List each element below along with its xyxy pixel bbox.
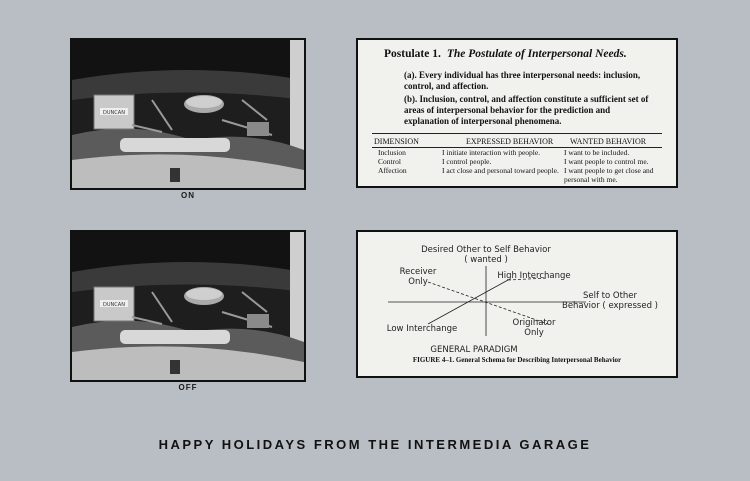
table-cell: Control: [378, 157, 401, 166]
postulate-part-a: (a). Every individual has three interpersonal needs: inclusion, control, and affection.: [404, 70, 641, 91]
table-cell: I initiate interaction with people.: [442, 148, 541, 157]
table-cell: I want people to get close and personal with me.: [564, 166, 654, 184]
holiday-greeting: HAPPY HOLIDAYS FROM THE INTERMEDIA GARAGE: [158, 437, 592, 452]
caption-off: OFF: [178, 383, 198, 392]
table-header-wanted: WANTED BEHAVIOR: [570, 137, 647, 146]
top-axis-label: Desired Other to Self Behavior: [421, 245, 551, 255]
table-top-rule: [372, 133, 662, 134]
table-cell: Affection: [378, 166, 407, 175]
table-header-expressed: EXPRESSED BEHAVIOR: [466, 137, 554, 146]
postulate-part-b: (b). Inclusion, control, and affection constitute a sufficient set of areas of interpersonal behavior for the prediction and explanation of interpersonal phenomena.: [404, 94, 649, 126]
self-other-label-2: Behavior ( expressed ): [561, 301, 659, 311]
table-header-dimension: DIMENSION: [374, 137, 419, 146]
originator-label: Originator: [512, 318, 556, 328]
table-cell: Inclusion: [378, 148, 406, 157]
table-cell: I want to be included.: [564, 148, 630, 157]
table-cell: I act close and personal toward people.: [442, 166, 559, 175]
schema-panel: [356, 230, 678, 378]
table-cell: I want people to control me.: [564, 157, 649, 166]
battery-label: DUNCAN: [103, 302, 125, 308]
schema-diagram: [358, 232, 676, 376]
paradigm-label: GENERAL PARADIGM: [430, 345, 518, 355]
engine-image: [72, 40, 304, 188]
postulate-panel: [356, 38, 678, 188]
originator-label-2: Only: [524, 328, 544, 338]
top-axis-sublabel: ( wanted ): [464, 255, 508, 265]
receiver-label: Receiver: [399, 267, 437, 277]
high-interchange-label: High Interchange: [497, 271, 571, 281]
battery-label: DUNCAN: [103, 110, 125, 116]
table-cell: I control people.: [442, 157, 492, 166]
receiver-label-2: Only: [408, 277, 428, 287]
figure-caption: FIGURE 4–1. General Schema for Describing Interpersonal Behavior: [412, 356, 622, 364]
engine-photo-off: [70, 230, 306, 382]
postulate-title: [384, 48, 627, 60]
postulate-number: Postulate 1.: [384, 48, 441, 60]
low-interchange-label: Low Interchange: [386, 324, 458, 334]
caption-on: ON: [181, 191, 195, 200]
postulate-name: The Postulate of Interpersonal Needs.: [446, 48, 627, 60]
engine-photo-on: [70, 38, 306, 190]
engine-image: [72, 232, 304, 380]
self-other-label: Self to Other: [582, 291, 638, 301]
